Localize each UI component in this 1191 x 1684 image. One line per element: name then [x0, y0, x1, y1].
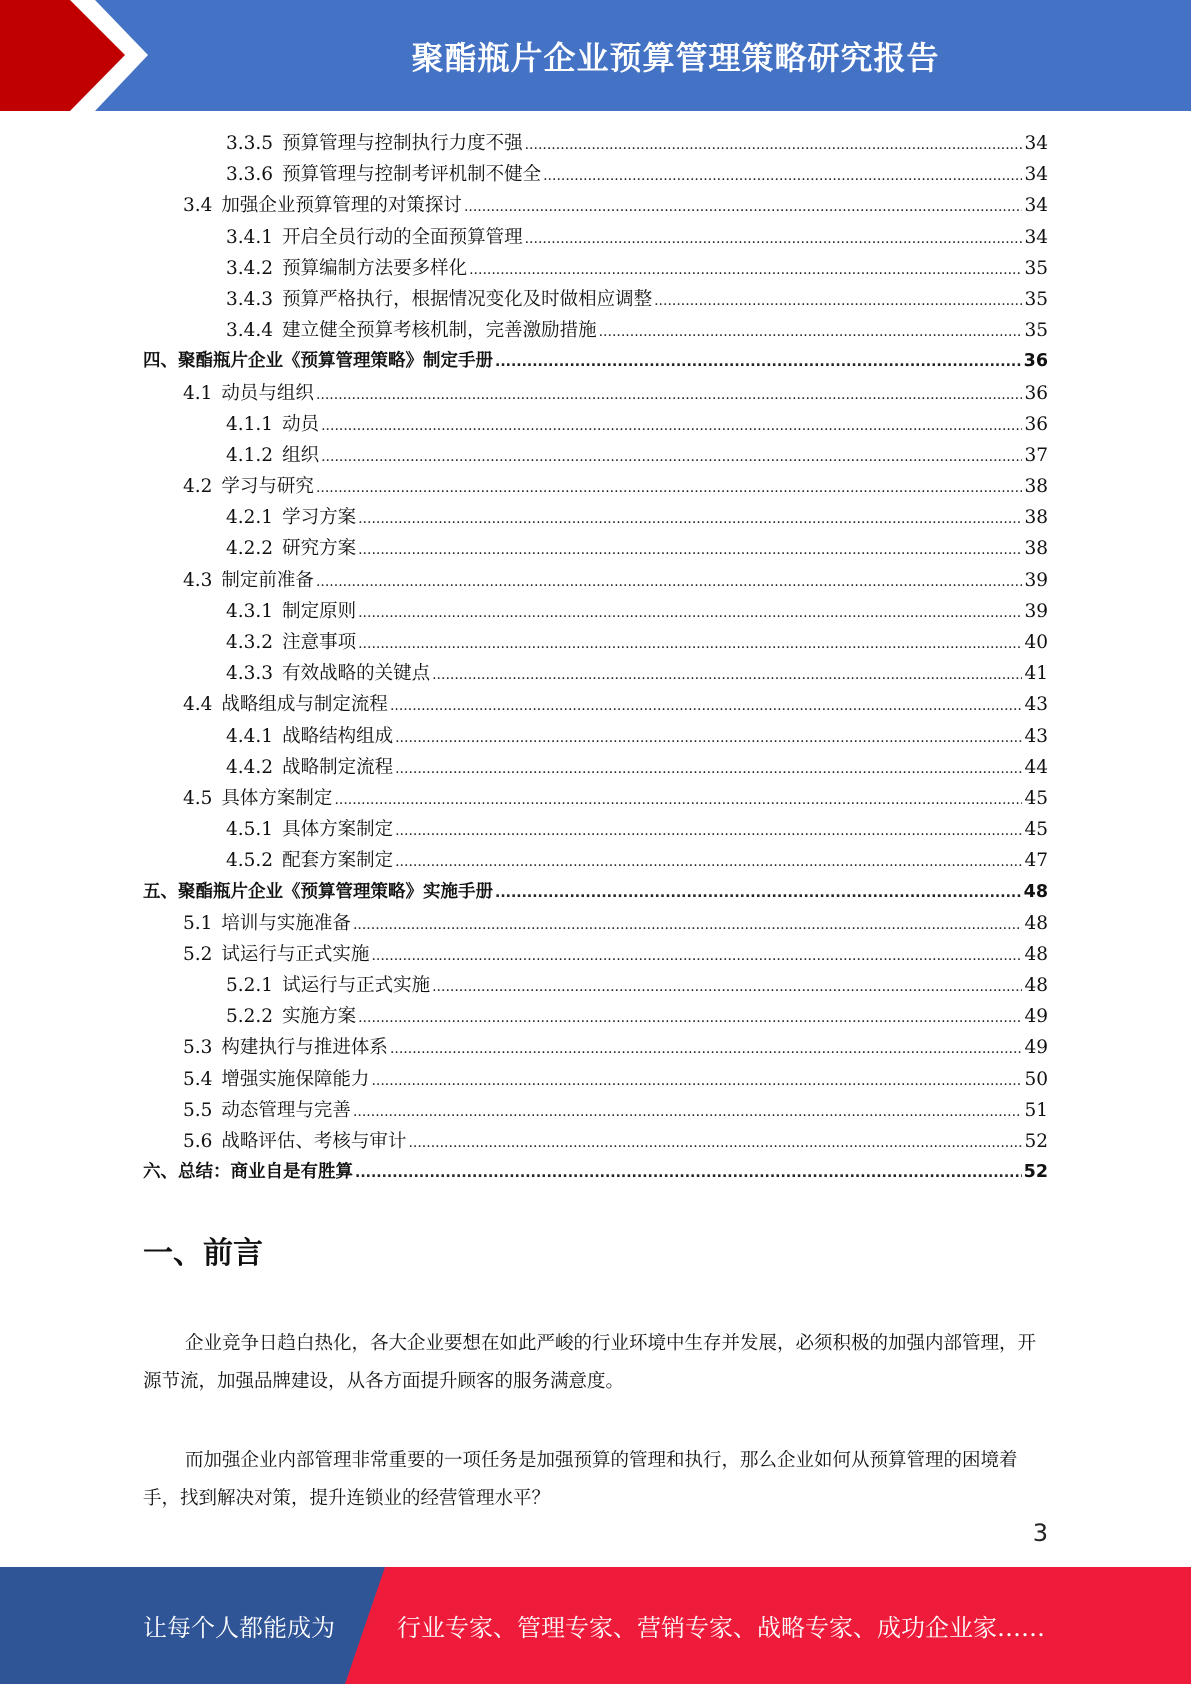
toc-entry-number: 3.4.3 — [226, 288, 274, 310]
toc-entry-number: 4.5.1 — [226, 819, 274, 841]
toc-entry-page: 40 — [1024, 632, 1048, 653]
toc-entry-page: 39 — [1024, 569, 1048, 591]
header-chevron-decoration — [0, 0, 160, 111]
toc-dot-leader — [321, 409, 1022, 442]
toc-dot-leader — [316, 471, 1023, 504]
toc-dot-leader — [495, 877, 1022, 909]
toc-entry-page: 34 — [1024, 226, 1048, 248]
toc-entry[interactable] — [143, 1064, 1048, 1095]
toc-entry-number: 4.4.1 — [226, 725, 274, 747]
toc-entry-number: 4.4.2 — [226, 756, 274, 778]
toc-entry-title: 战略组成与制定流程 — [221, 694, 388, 716]
toc-entry-page: 51 — [1024, 1099, 1048, 1121]
toc-entry[interactable] — [143, 627, 1048, 658]
toc-entry-title: 战略制定流程 — [282, 756, 394, 778]
toc-entry[interactable] — [143, 939, 1048, 970]
toc-entry-number: 4.3.2 — [226, 632, 274, 653]
toc-entry-title: 预算编制方法要多样化 — [282, 257, 468, 279]
toc-entry[interactable] — [143, 565, 1048, 596]
toc-entry-page: 36 — [1024, 413, 1048, 435]
toc-entry-number: 3.4.1 — [226, 226, 274, 248]
toc-entry-number: 4.1.1 — [226, 413, 274, 435]
toc-entry-title: 研究方案 — [282, 538, 357, 560]
toc-entry-page: 48 — [1023, 881, 1048, 902]
toc-entry-title: 学习方案 — [282, 507, 357, 529]
toc-dot-leader — [432, 970, 1022, 1003]
toc-entry-title: 制定原则 — [282, 600, 357, 622]
toc-dot-leader — [334, 783, 1022, 816]
toc-entry-page: 43 — [1024, 725, 1048, 747]
toc-dot-leader — [432, 658, 1022, 691]
toc-entry[interactable] — [143, 346, 1048, 377]
toc-dot-leader — [358, 533, 1022, 566]
toc-entry-number: 4.3.1 — [226, 600, 274, 622]
toc-entry-number: 4.1.2 — [226, 444, 274, 466]
toc-entry-number: 5.5 — [183, 1099, 213, 1121]
toc-entry-number: 4.2 — [183, 476, 213, 498]
toc-dot-leader — [464, 190, 1023, 223]
toc-dot-leader — [495, 346, 1022, 378]
toc-dot-leader — [358, 502, 1022, 535]
toc-dot-leader — [395, 814, 1022, 847]
toc-entry-page: 34 — [1024, 195, 1048, 217]
body-paragraph: 企业竞争日趋白热化，各大企业要想在如此严峻的行业环境中生存并发展，必须积极的加强内部管理，开源节流，加强品牌建设，从各方面提升顾客的服务满意度。 — [143, 1333, 1037, 1392]
toc-entry-page: 52 — [1023, 1162, 1048, 1183]
toc-entry-number: 3.4.4 — [226, 320, 274, 342]
toc-dot-leader — [654, 284, 1022, 317]
toc-entry-number: 5.4 — [183, 1068, 213, 1090]
toc-entry-title: 注意事项 — [282, 632, 357, 653]
toc-entry-title: 四、聚酯瓶片企业《预算管理策略》制定手册 — [143, 351, 493, 372]
toc-dot-leader — [543, 159, 1022, 192]
toc-entry-page: 44 — [1024, 756, 1048, 778]
toc-entry-title: 具体方案制定 — [221, 787, 333, 809]
toc-entry-page: 48 — [1024, 912, 1048, 934]
toc-entry-title: 试运行与正式实施 — [282, 975, 431, 997]
toc-entry[interactable] — [143, 1032, 1048, 1063]
toc-dot-leader — [353, 908, 1023, 941]
toc-dot-leader — [525, 128, 1023, 161]
toc-dot-leader — [371, 939, 1022, 972]
toc-entry[interactable] — [143, 315, 1048, 346]
toc-entry-page: 35 — [1024, 288, 1048, 310]
toc-entry[interactable] — [143, 783, 1048, 814]
toc-dot-leader — [408, 1126, 1022, 1159]
toc-entry-title: 实施方案 — [282, 1006, 357, 1028]
toc-entry[interactable] — [143, 1126, 1048, 1157]
toc-entry-number: 4.5.2 — [226, 850, 274, 872]
toc-entry-page: 50 — [1024, 1068, 1048, 1090]
toc-entry-number: 5.2 — [183, 943, 213, 965]
footer-slogan-left: 让每个人都能成为 — [143, 1614, 335, 1642]
toc-entry-page: 45 — [1024, 819, 1048, 841]
toc-entry[interactable] — [143, 471, 1048, 502]
toc-entry-page: 49 — [1024, 1037, 1048, 1059]
toc-entry-title: 预算管理与控制考评机制不健全 — [282, 164, 542, 186]
toc-entry[interactable] — [143, 752, 1048, 783]
toc-entry-title: 培训与实施准备 — [221, 912, 351, 934]
toc-dot-leader — [395, 752, 1022, 785]
toc-entry-number: 4.5 — [183, 787, 213, 809]
toc-entry[interactable] — [143, 502, 1048, 533]
toc-entry-page: 52 — [1024, 1131, 1048, 1152]
toc-entry-page: 38 — [1024, 507, 1048, 529]
toc-entry-number: 4.4 — [183, 694, 213, 716]
toc-entry-page: 48 — [1024, 975, 1048, 997]
toc-entry-number: 5.3 — [183, 1037, 213, 1059]
toc-entry-title: 配套方案制定 — [282, 850, 394, 872]
toc-entry-title: 制定前准备 — [221, 569, 314, 591]
toc-dot-leader — [316, 378, 1023, 411]
toc-entry-title: 开启全员行动的全面预算管理 — [282, 226, 523, 248]
toc-dot-leader — [358, 627, 1022, 660]
toc-entry-title: 六、总结：商业自是有胜算 — [143, 1162, 353, 1183]
toc-entry-page: 48 — [1024, 943, 1048, 965]
toc-entry-number: 3.3.5 — [226, 133, 274, 154]
toc-entry-number: 4.1 — [183, 382, 213, 404]
toc-entry-title: 组织 — [282, 444, 320, 466]
toc-entry[interactable] — [143, 409, 1048, 440]
toc-entry-number: 3.4 — [183, 195, 213, 217]
toc-entry[interactable] — [143, 190, 1048, 221]
toc-entry-number: 5.6 — [183, 1131, 213, 1152]
body-paragraph: 而加强企业内部管理非常重要的一项任务是加强预算的管理和执行，那么企业如何从预算管理的困境着手，找到解决对策，提升连锁业的经营管理水平？ — [143, 1450, 1018, 1509]
toc-entry-page: 41 — [1024, 663, 1048, 685]
toc-entry-title: 五、聚酯瓶片企业《预算管理策略》实施手册 — [143, 881, 493, 902]
toc-entry[interactable] — [143, 845, 1048, 876]
toc-dot-leader — [390, 689, 1023, 722]
toc-dot-leader — [321, 440, 1022, 473]
toc-entry-title: 动员与组织 — [221, 382, 314, 404]
toc-entry-title: 建立健全预算考核机制，完善激励措施 — [282, 320, 597, 342]
toc-entry-title: 具体方案制定 — [282, 819, 394, 841]
toc-entry-number: 3.3.6 — [226, 164, 274, 186]
toc-dot-leader — [371, 1064, 1022, 1097]
toc-entry-page: 45 — [1024, 787, 1048, 809]
toc-entry-title: 战略评估、考核与审计 — [221, 1131, 407, 1152]
toc-entry-page: 35 — [1024, 320, 1048, 342]
toc-entry-page: 37 — [1024, 444, 1048, 466]
toc-entry[interactable] — [143, 877, 1048, 908]
page-number: 3 — [1032, 1519, 1048, 1547]
toc-dot-leader — [469, 253, 1022, 286]
footer-slogan-right: 行业专家、管理专家、营销专家、战略专家、成功企业家…… — [397, 1614, 1045, 1642]
toc-dot-leader — [316, 565, 1023, 598]
toc-entry[interactable] — [143, 689, 1048, 720]
toc-entry-page: 43 — [1024, 694, 1048, 716]
report-title: 聚酯瓶片企业预算管理策略研究报告 — [411, 38, 940, 77]
toc-entry-number: 4.3.3 — [226, 663, 274, 685]
toc-dot-leader — [599, 315, 1023, 348]
toc-entry[interactable] — [143, 658, 1048, 689]
toc-entry[interactable] — [143, 814, 1048, 845]
toc-entry-number: 4.2.1 — [226, 507, 274, 529]
toc-entry-page: 47 — [1024, 850, 1048, 872]
toc-entry[interactable] — [143, 159, 1048, 190]
toc-entry-page: 34 — [1024, 133, 1048, 154]
toc-dot-leader — [390, 1032, 1023, 1065]
toc-entry-page: 39 — [1024, 600, 1048, 622]
toc-entry-page: 49 — [1024, 1006, 1048, 1028]
page-header — [0, 0, 1191, 111]
toc-entry-number: 5.2.1 — [226, 975, 274, 997]
toc-entry[interactable] — [143, 533, 1048, 564]
toc-entry-number: 5.1 — [183, 912, 213, 934]
toc-entry-page: 38 — [1024, 476, 1048, 498]
toc-entry[interactable] — [143, 596, 1048, 627]
toc-entry-title: 动员 — [282, 413, 320, 435]
toc-entry-page: 38 — [1024, 538, 1048, 560]
toc-entry-title: 动态管理与完善 — [221, 1099, 351, 1121]
toc-entry[interactable] — [143, 1157, 1048, 1188]
toc-entry[interactable] — [143, 440, 1048, 471]
toc-entry[interactable] — [143, 253, 1048, 284]
toc-dot-leader — [358, 596, 1022, 629]
toc-dot-leader — [358, 1001, 1022, 1034]
table-of-contents — [143, 128, 1048, 1188]
toc-entry[interactable] — [143, 970, 1048, 1001]
toc-entry-title: 预算管理与控制执行力度不强 — [282, 133, 523, 154]
toc-entry-page: 36 — [1023, 351, 1048, 372]
toc-entry-page: 36 — [1024, 382, 1048, 404]
toc-dot-leader — [525, 222, 1023, 255]
toc-entry[interactable] — [143, 378, 1048, 409]
toc-entry-number: 5.2.2 — [226, 1006, 274, 1028]
toc-entry[interactable] — [143, 128, 1048, 159]
page-footer — [0, 1567, 1191, 1684]
toc-entry-number: 4.2.2 — [226, 538, 274, 560]
toc-entry-title: 构建执行与推进体系 — [221, 1037, 388, 1059]
toc-entry-title: 学习与研究 — [221, 476, 314, 498]
toc-entry-title: 试运行与正式实施 — [221, 943, 370, 965]
toc-entry-title: 战略结构组成 — [282, 725, 394, 747]
toc-entry-page: 35 — [1024, 257, 1048, 279]
toc-entry-title: 有效战略的关键点 — [282, 663, 431, 685]
toc-entry-title: 增强实施保障能力 — [221, 1068, 370, 1090]
toc-entry[interactable] — [143, 721, 1048, 752]
toc-dot-leader — [353, 1095, 1023, 1128]
section-heading: 一、前言 — [143, 1236, 263, 1271]
toc-entry-number: 4.3 — [183, 569, 213, 591]
toc-entry-number: 3.4.2 — [226, 257, 274, 279]
toc-entry-title: 预算严格执行，根据情况变化及时做相应调整 — [282, 288, 653, 310]
toc-entry[interactable] — [143, 908, 1048, 939]
toc-dot-leader — [355, 1157, 1022, 1189]
toc-dot-leader — [395, 721, 1022, 754]
toc-dot-leader — [395, 845, 1022, 878]
toc-entry[interactable] — [143, 1001, 1048, 1032]
toc-entry[interactable] — [143, 1095, 1048, 1126]
toc-entry-page: 34 — [1024, 164, 1048, 186]
toc-entry-title: 加强企业预算管理的对策探讨 — [221, 195, 462, 217]
toc-entry[interactable] — [143, 222, 1048, 253]
toc-entry[interactable] — [143, 284, 1048, 315]
